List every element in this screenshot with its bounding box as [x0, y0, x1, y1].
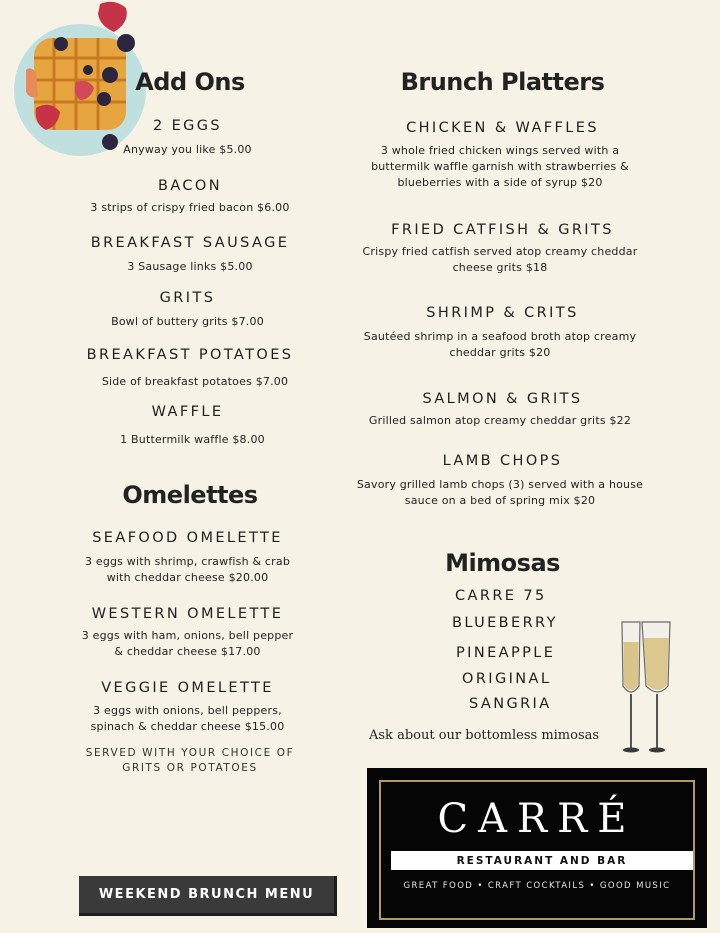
glass-left	[622, 622, 640, 753]
platter-item-name: SHRIMP & CRITS	[426, 305, 579, 321]
platter-item-desc: 3 whole fried chicken wings served with a buttermilk waffle garnish with strawberries & blueberries with a side of syrup $20	[371, 144, 629, 189]
platter-item-desc: Savory grilled lamb chops (3) served with a house sauce on a bed of spring mix $20	[356, 478, 644, 507]
brunch-platters-title: Brunch Platters	[400, 68, 605, 96]
addon-item-desc: Bowl of buttery grits $7.00	[111, 315, 264, 328]
mimosa-item: SANGRIA	[469, 696, 552, 712]
addon-item-name: BREAKFAST POTATOES	[86, 347, 294, 363]
omelette-item-desc: 3 eggs with shrimp, crawfish & crab with cheddar cheese $20.00	[84, 555, 291, 584]
addon-item-name: BACON	[158, 178, 222, 194]
logo-tagline: GREAT FOOD • CRAFT COCKTAILS • GOOD MUSIC	[403, 881, 671, 891]
mimosa-item: PINEAPPLE	[456, 645, 556, 661]
mimosa-item: BLUEBERRY	[452, 615, 558, 631]
omelette-item-name: WESTERN OMELETTE	[91, 606, 284, 622]
addon-item-name: GRITS	[159, 290, 216, 306]
addon-item-desc: 3 strips of crispy fried bacon $6.00	[90, 201, 290, 214]
omelette-item-desc: 3 eggs with ham, onions, bell pepper & cheddar cheese $17.00	[81, 629, 294, 658]
addon-item-desc: Anyway you like $5.00	[123, 143, 252, 156]
glass-right	[642, 622, 670, 753]
omelettes-title: Omelettes	[122, 481, 258, 509]
platter-item-name: SALMON & GRITS	[422, 391, 583, 407]
mimosas-title: Mimosas	[445, 549, 560, 577]
omelette-item-name: VEGGIE OMELETTE	[101, 680, 274, 696]
addon-item-name: 2 EGGS	[152, 118, 223, 134]
addon-item-desc: Side of breakfast potatoes $7.00	[101, 375, 289, 388]
mimosa-item: ORIGINAL	[462, 671, 552, 687]
omelette-served-note: SERVED WITH YOUR CHOICE OF GRITS OR POTATOES	[85, 747, 295, 774]
platter-item-desc: Grilled salmon atop creamy cheddar grits $22	[368, 414, 632, 427]
platter-item-name: LAMB CHOPS	[442, 453, 563, 469]
addon-item-name: BREAKFAST SAUSAGE	[90, 235, 290, 251]
platter-item-desc: Crispy fried catfish served atop creamy cheddar cheese grits $18	[362, 245, 638, 274]
platter-item-desc: Sautéed shrimp in a seafood broth atop creamy cheddar grits $20	[363, 330, 637, 359]
carre-logo	[367, 768, 707, 928]
mimosa-item: CARRE 75	[455, 588, 547, 604]
add-ons-title: Add Ons	[135, 68, 245, 96]
addon-item-name: WAFFLE	[151, 404, 224, 420]
champagne-glasses-icon	[612, 616, 682, 758]
omelette-item-name: SEAFOOD OMELETTE	[92, 530, 283, 546]
weekend-brunch-menu-button[interactable]: WEEKEND BRUNCH MENU	[79, 876, 337, 916]
addon-item-desc: 3 Sausage links $5.00	[127, 260, 253, 273]
platter-item-name: FRIED CATFISH & GRITS	[391, 222, 614, 238]
addon-item-desc: 1 Buttermilk waffle $8.00	[120, 433, 265, 446]
logo-subtitle: RESTAURANT AND BAR	[391, 851, 693, 870]
bottomless-mimosas-note: Ask about our bottomless mimosas	[369, 728, 600, 743]
platter-item-name: CHICKEN & WAFFLES	[406, 120, 599, 136]
omelette-item-desc: 3 eggs with onions, bell peppers, spinach & cheddar cheese $15.00	[90, 704, 285, 733]
logo-name: CARRÉ	[437, 796, 637, 842]
